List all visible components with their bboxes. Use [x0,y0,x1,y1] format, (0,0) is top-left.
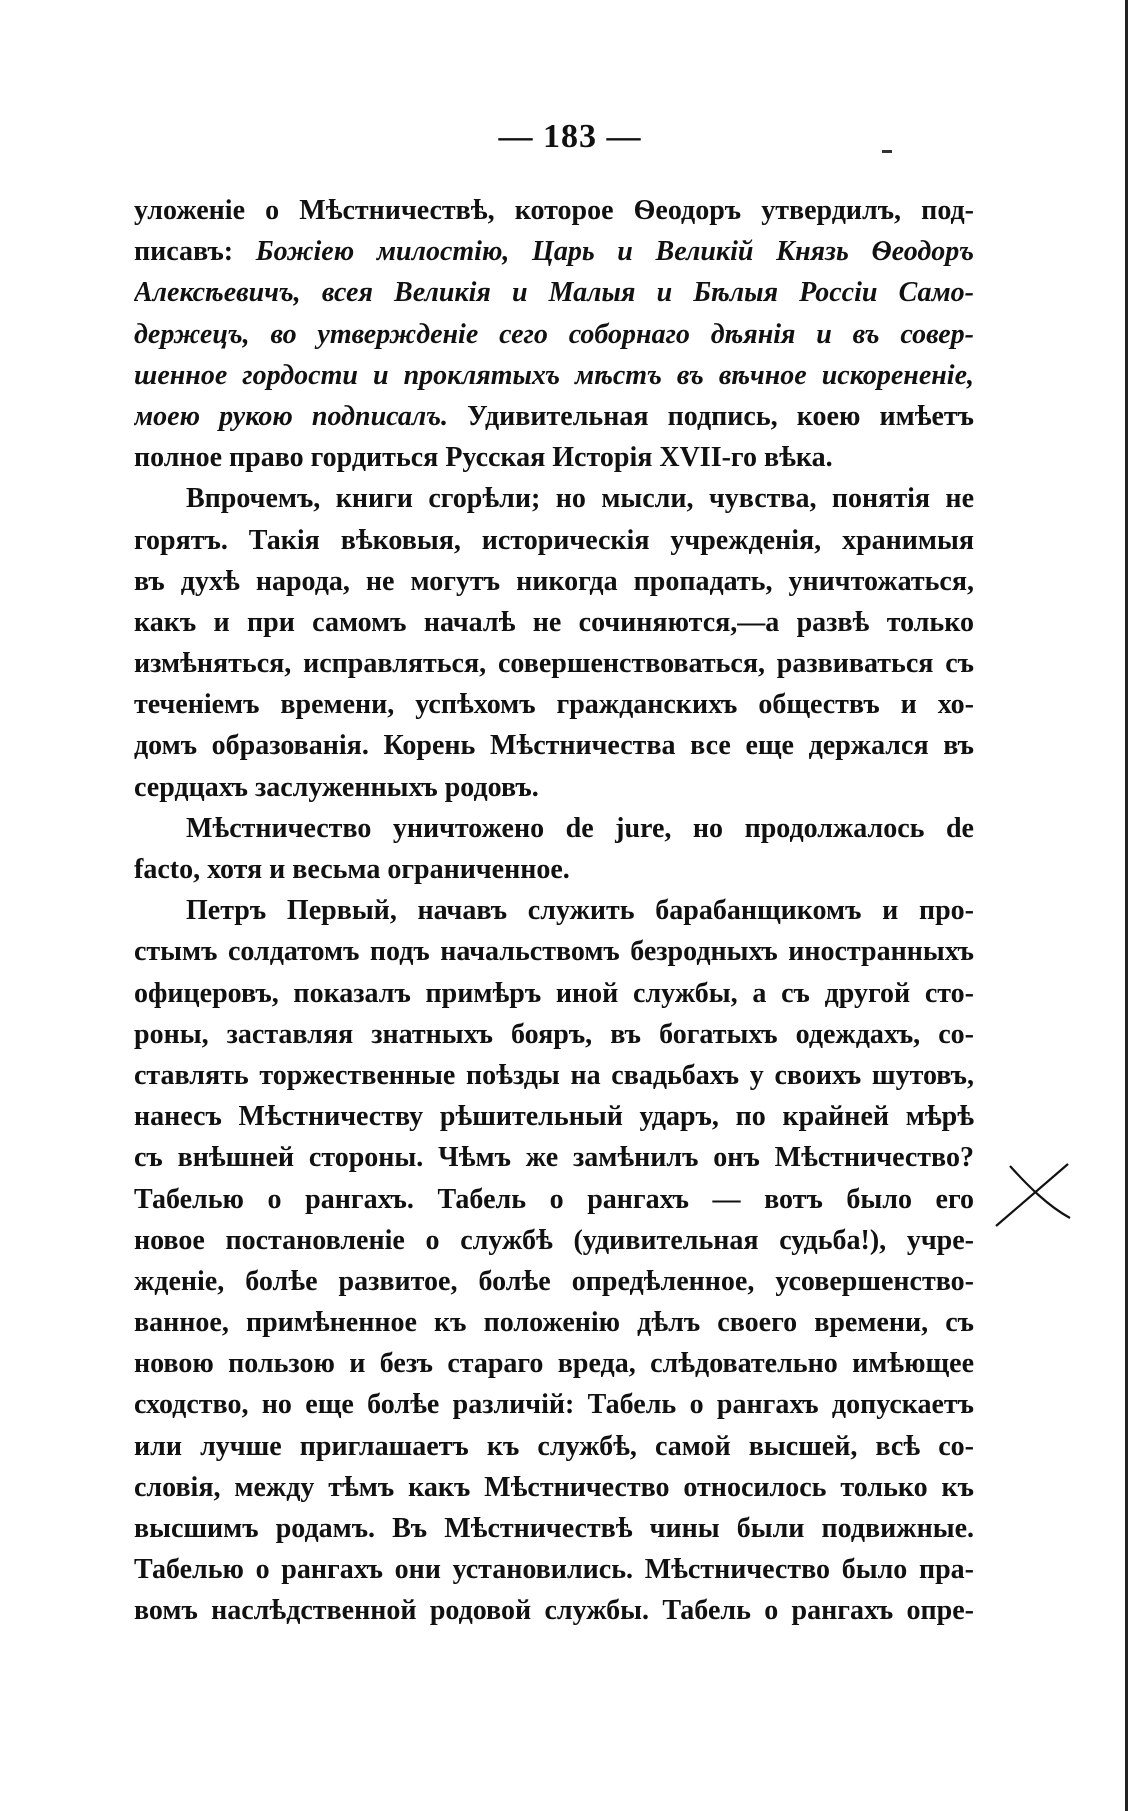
scan-edge-line [1125,0,1128,1811]
text-line: словія, между тѣмъ какъ Мѣстничество относилось только къ [134,1471,974,1503]
text-line: ставлять торжественные поѣзды на свадьбахъ у своихъ шутовъ, [134,1059,974,1091]
text-line: жденіе, болѣе развитое, болѣе опредѣленное, усовершенство- [134,1265,974,1297]
text-line: Мѣстничество уничтожено de jure, но продолжалось de [186,812,974,844]
text-line: нанесъ Мѣстничеству рѣшительный ударъ, по крайней мѣрѣ [134,1101,974,1133]
text-line: или лучше приглашаетъ къ службѣ, самой высшей, всѣ со- [134,1430,974,1462]
italic-span: моею рукою подписалъ. [134,400,448,432]
text-line: высшимъ родамъ. Въ Мѣстничествѣ чины были подвижные. [134,1513,974,1544]
text-line [134,396,974,437]
text-line: съ внѣшней стороны. Чѣмъ же замѣнилъ онъ Мѣстничество? [134,1142,974,1174]
text-line: Табелью о рангахъ они установились. Мѣстничество было пра- [134,1554,974,1586]
text-line: Алексѣевичъ, всея Великія и Малыя и Бѣлыя Россіи Само- [134,277,974,309]
text-line: новое постановленіе о службѣ (удивительная судьба!), учре- [134,1224,974,1256]
text-line: ванное, примѣненное къ положенію дѣлъ своего времени, съ [134,1307,974,1339]
text-span: Удивительная подпись, коею имѣетъ [448,400,974,432]
text-line: шенное гордости и проклятыхъ мѣстъ въ вѣчное искорененіе, [134,359,974,391]
text-line: стымъ солдатомъ подъ начальствомъ безродныхъ иностранныхъ [134,936,974,968]
text-line: Петръ Первый, начавъ служить барабанщикомъ и про- [186,895,974,927]
text-line: домъ образованія. Корень Мѣстничества все еще держался въ [134,730,974,762]
text-line: роны, заставляя знатныхъ бояръ, въ богатыхъ одеждахъ, со- [134,1018,974,1050]
text-line: теченіемъ времени, успѣхомъ гражданскихъ обществъ и хо- [134,689,974,721]
text-line: офицеровъ, показалъ примѣръ иной службы, а съ другой сто- [134,977,974,1009]
text-line: уложеніе о Мѣстничествѣ, которое Ѳеодоръ утвердилъ, под- [134,195,974,226]
text-line: измѣняться, исправляться, совершенствоваться, развиваться съ [134,648,974,680]
text-line: полное право гордиться Русская Исторія XVII-го вѣка. [134,442,833,474]
text-span: писавъ: [134,236,256,268]
text-line: держецъ, во утвержденіе сего соборнаго дѣянія и въ совер- [134,318,974,350]
text-line: сходство, но еще болѣе различій: Табель о рангахъ допускаетъ [134,1389,974,1421]
text-line: Впрочемъ, книги сгорѣли; но мысли, чувства, понятія не [186,483,974,515]
text-line: facto, хотя и весьма ограниченное. [134,854,570,885]
cross-mark-icon [992,1160,1072,1230]
text-line: горятъ. Такія вѣковыя, историческія учрежденія, хранимыя [134,524,974,556]
text-line: сердцахъ заслуженныхъ родовъ. [134,771,539,803]
text-line: вомъ наслѣдственной родовой службы. Табель о рангахъ опре- [134,1595,974,1627]
text-line: въ духѣ народа, не могутъ никогда пропадать, уничтожаться, [134,565,974,597]
text-line: какъ и при самомъ началѣ не сочиняются,—а развѣ только [134,606,974,638]
text-line: новою пользою и безъ стараго вреда, слѣдовательно имѣющее [134,1348,974,1380]
page-number: — 183 — [498,118,642,155]
italic-span: Божіею милостію, Царь и Великій Князь Ѳеодоръ [255,236,974,268]
text-line: Табелью о рангахъ. Табель о рангахъ — вотъ было его [134,1183,974,1215]
body-text [134,190,974,1632]
stray-dash-mark [882,150,892,153]
text-line [134,231,974,272]
